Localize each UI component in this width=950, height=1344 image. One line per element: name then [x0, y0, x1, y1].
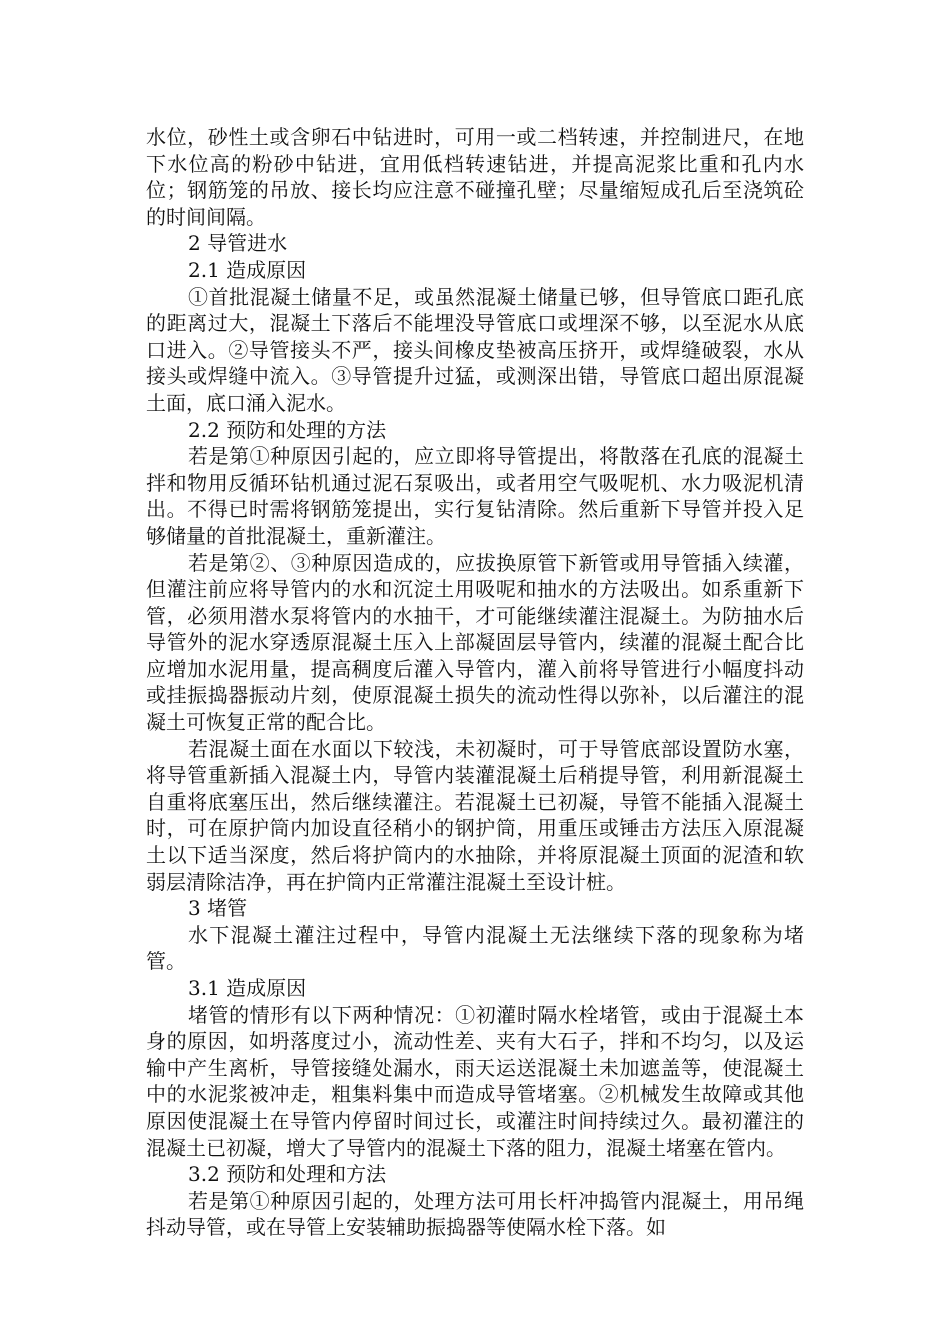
body-paragraph: 水位，砂性土或含卵石中钻进时，可用一或二档转速，并控制进尺，在地下水位高的粉砂中钻进，宜用低档转速钻进，并提高泥浆比重和孔内水位；钢筋笼的吊放、接长均应注意不碰撞孔壁；尽量缩短成孔后至浇筑砼的时间间隔。 — [146, 125, 804, 229]
subsection-heading: 3.2 预防和处理和方法 — [188, 1162, 387, 1187]
section-heading: 2 导管进水 — [188, 231, 288, 256]
body-paragraph: 若是第①种原因引起的，处理方法可用长杆冲捣管内混凝土，用吊绳抖动导管，或在导管上安装辅助振捣器等使隔水栓下落。如 — [146, 1188, 804, 1240]
body-paragraph: 堵管的情形有以下两种情况：①初灌时隔水栓堵管，或由于混凝土本身的原因，如坍落度过小，流动性差、夹有大石子，拌和不均匀，以及运输中产生离析，导管接缝处漏水，雨天运送混凝土未加遮盖等，使混凝土中的水泥浆被冲走，粗集料集中而造成导管堵塞。②机械发生故障或其他原因使混凝土在导管内停留时间过长，或灌注时间持续过久。最初灌注的混凝土已初凝，增大了导管内的混凝土下落的阻力，混凝土堵塞在管内。 — [146, 1002, 804, 1160]
document-page — [146, 124, 804, 1241]
body-paragraph: 若混凝土面在水面以下较浅，未初凝时，可于导管底部设置防水塞，将导管重新插入混凝土内，导管内装灌混凝土后稍提导管，利用新混凝土自重将底塞压出，然后继续灌注。若混凝土已初凝，导管不能插入混凝土时，可在原护筒内加设直径稍小的钢护筒，用重压或锤击方法压入原混凝土以下适当深度，然后将护筒内的水抽除，并将原混凝土顶面的泥渣和软弱层清除洁净，再在护筒内正常灌注混凝土至设计桩。 — [146, 736, 804, 894]
subsection-heading: 2.1 造成原因 — [188, 257, 307, 282]
body-paragraph: 若是第①种原因引起的，应立即将导管提出，将散落在孔底的混凝土拌和物用反循环钻机通过泥石泵吸出，或者用空气吸呢机、水力吸泥机清出。不得已时需将钢筋笼提出，实行复钻清除。然后重新下导管并投入足够储量的首批混凝土，重新灌注。 — [146, 444, 804, 548]
body-paragraph: 若是第②、③种原因造成的，应拔换原管下新管或用导管插入续灌，但灌注前应将导管内的水和沉淀土用吸呢和抽水的方法吸出。如系重新下管，必须用潜水泵将管内的水抽干，才可能继续灌注混凝土。为防抽水后导管外的泥水穿透原混凝土压入上部凝固层导管内，续灌的混凝土配合比应增加水泥用量，提高稠度后灌入导管内，灌入前将导管进行小幅度抖动或挂振捣器振动片刻，使原混凝土损失的流动性得以弥补，以后灌注的混凝土可恢复正常的配合比。 — [146, 550, 804, 735]
body-paragraph: 水下混凝土灌注过程中，导管内混凝土无法继续下落的现象称为堵管。 — [146, 922, 804, 974]
body-paragraph: ①首批混凝土储量不足，或虽然混凝土储量已够，但导管底口距孔底的距离过大，混凝土下落后不能埋没导管底口或埋深不够，以至泥水从底口进入。②导管接头不严，接头间橡皮垫被高压挤开，或焊缝破裂，水从接头或焊缝中流入。③导管提升过猛，或测深出错，导管底口超出原混凝土面，底口涌入泥水。 — [146, 284, 804, 415]
subsection-heading: 2.2 预防和处理的方法 — [188, 417, 387, 442]
subsection-heading: 3.1 造成原因 — [188, 976, 307, 1000]
section-heading: 3 堵管 — [188, 896, 248, 921]
